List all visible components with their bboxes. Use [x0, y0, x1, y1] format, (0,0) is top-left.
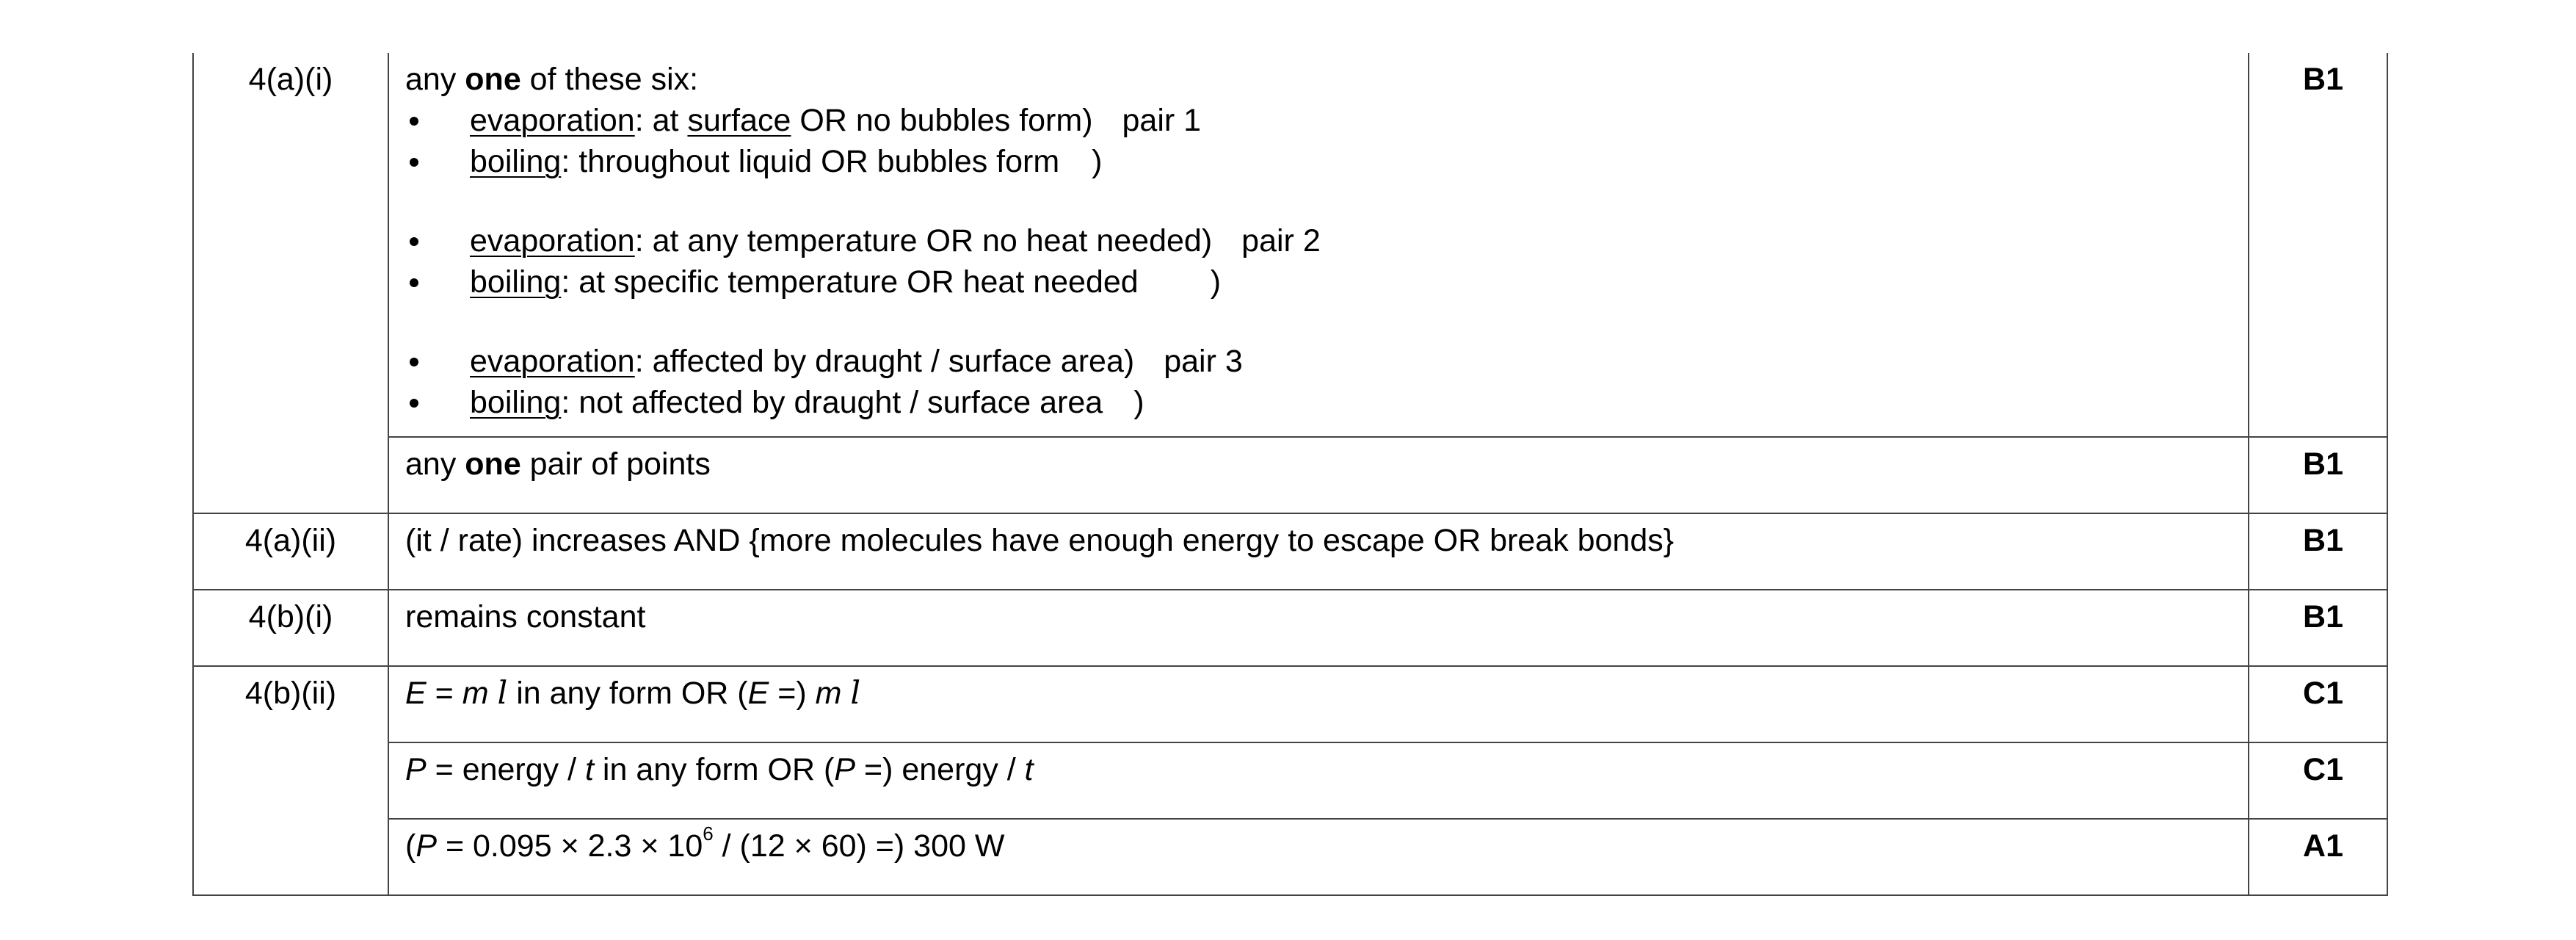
table-row — [193, 437, 2387, 513]
question-number: 4(a)(i) — [193, 53, 388, 513]
pair-label: pair 3 — [1164, 344, 1243, 379]
pair-1-list — [405, 100, 2233, 182]
bullet-icon — [410, 158, 418, 167]
list-item: evaporation: at any temperature OR no heat needed) pair 2 — [405, 220, 2233, 261]
question-number: 4(b)(i) — [193, 590, 388, 666]
mark-cell: C1 — [2249, 666, 2387, 742]
answer-cell — [388, 53, 2249, 437]
list-item: evaporation: at surface OR no bubbles form) pair 1 — [405, 100, 2233, 141]
bullet-icon — [410, 278, 418, 287]
pair-label: pair 2 — [1241, 223, 1321, 258]
answer-cell: E = m l in any form OR (E =) m l — [388, 666, 2249, 742]
list-item: evaporation: affected by draught / surface area) pair 3 — [405, 341, 2233, 382]
answer-cell: any one pair of points — [388, 437, 2249, 513]
table-row — [193, 819, 2387, 895]
answer-intro: any one of these six: — [405, 62, 699, 97]
mark-cell: B1 — [2249, 590, 2387, 666]
bullet-icon — [410, 237, 418, 246]
answer-cell: (it / rate) increases AND {more molecules have enough energy to escape OR break bonds} — [388, 513, 2249, 590]
mark-cell: A1 — [2249, 819, 2387, 895]
bullet-icon — [410, 117, 418, 126]
mark-cell: C1 — [2249, 742, 2387, 819]
mark-cell: B1 — [2249, 513, 2387, 590]
mark-cell: B1 — [2249, 437, 2387, 513]
mark-cell: B1 — [2249, 53, 2387, 437]
table-row — [193, 513, 2387, 590]
question-number: 4(a)(ii) — [193, 513, 388, 590]
list-item: boiling: at specific temperature OR heat needed ) — [405, 261, 2233, 303]
bullet-icon — [410, 358, 418, 366]
list-item: boiling: not affected by draught / surface area ) — [405, 382, 2233, 423]
table-row — [193, 666, 2387, 742]
table-row — [193, 742, 2387, 819]
answer-cell: P = energy / t in any form OR (P =) energy / t — [388, 742, 2249, 819]
answer-cell: ($P = 0.095 \times 2.3 \times 10^6 / (12 \times 60)$ =) 300 W — [388, 819, 2249, 895]
answer-cell: remains constant — [388, 590, 2249, 666]
list-item: boiling: throughout liquid OR bubbles form ) — [405, 141, 2233, 182]
pair-3-list — [405, 341, 2233, 423]
mark-scheme-table — [192, 53, 2388, 896]
pair-label: pair 1 — [1122, 103, 1202, 138]
pair-2-list — [405, 220, 2233, 303]
bullet-icon — [410, 399, 418, 408]
table-row — [193, 590, 2387, 666]
question-number: 4(b)(ii) — [193, 666, 388, 895]
table-row — [193, 53, 2387, 437]
